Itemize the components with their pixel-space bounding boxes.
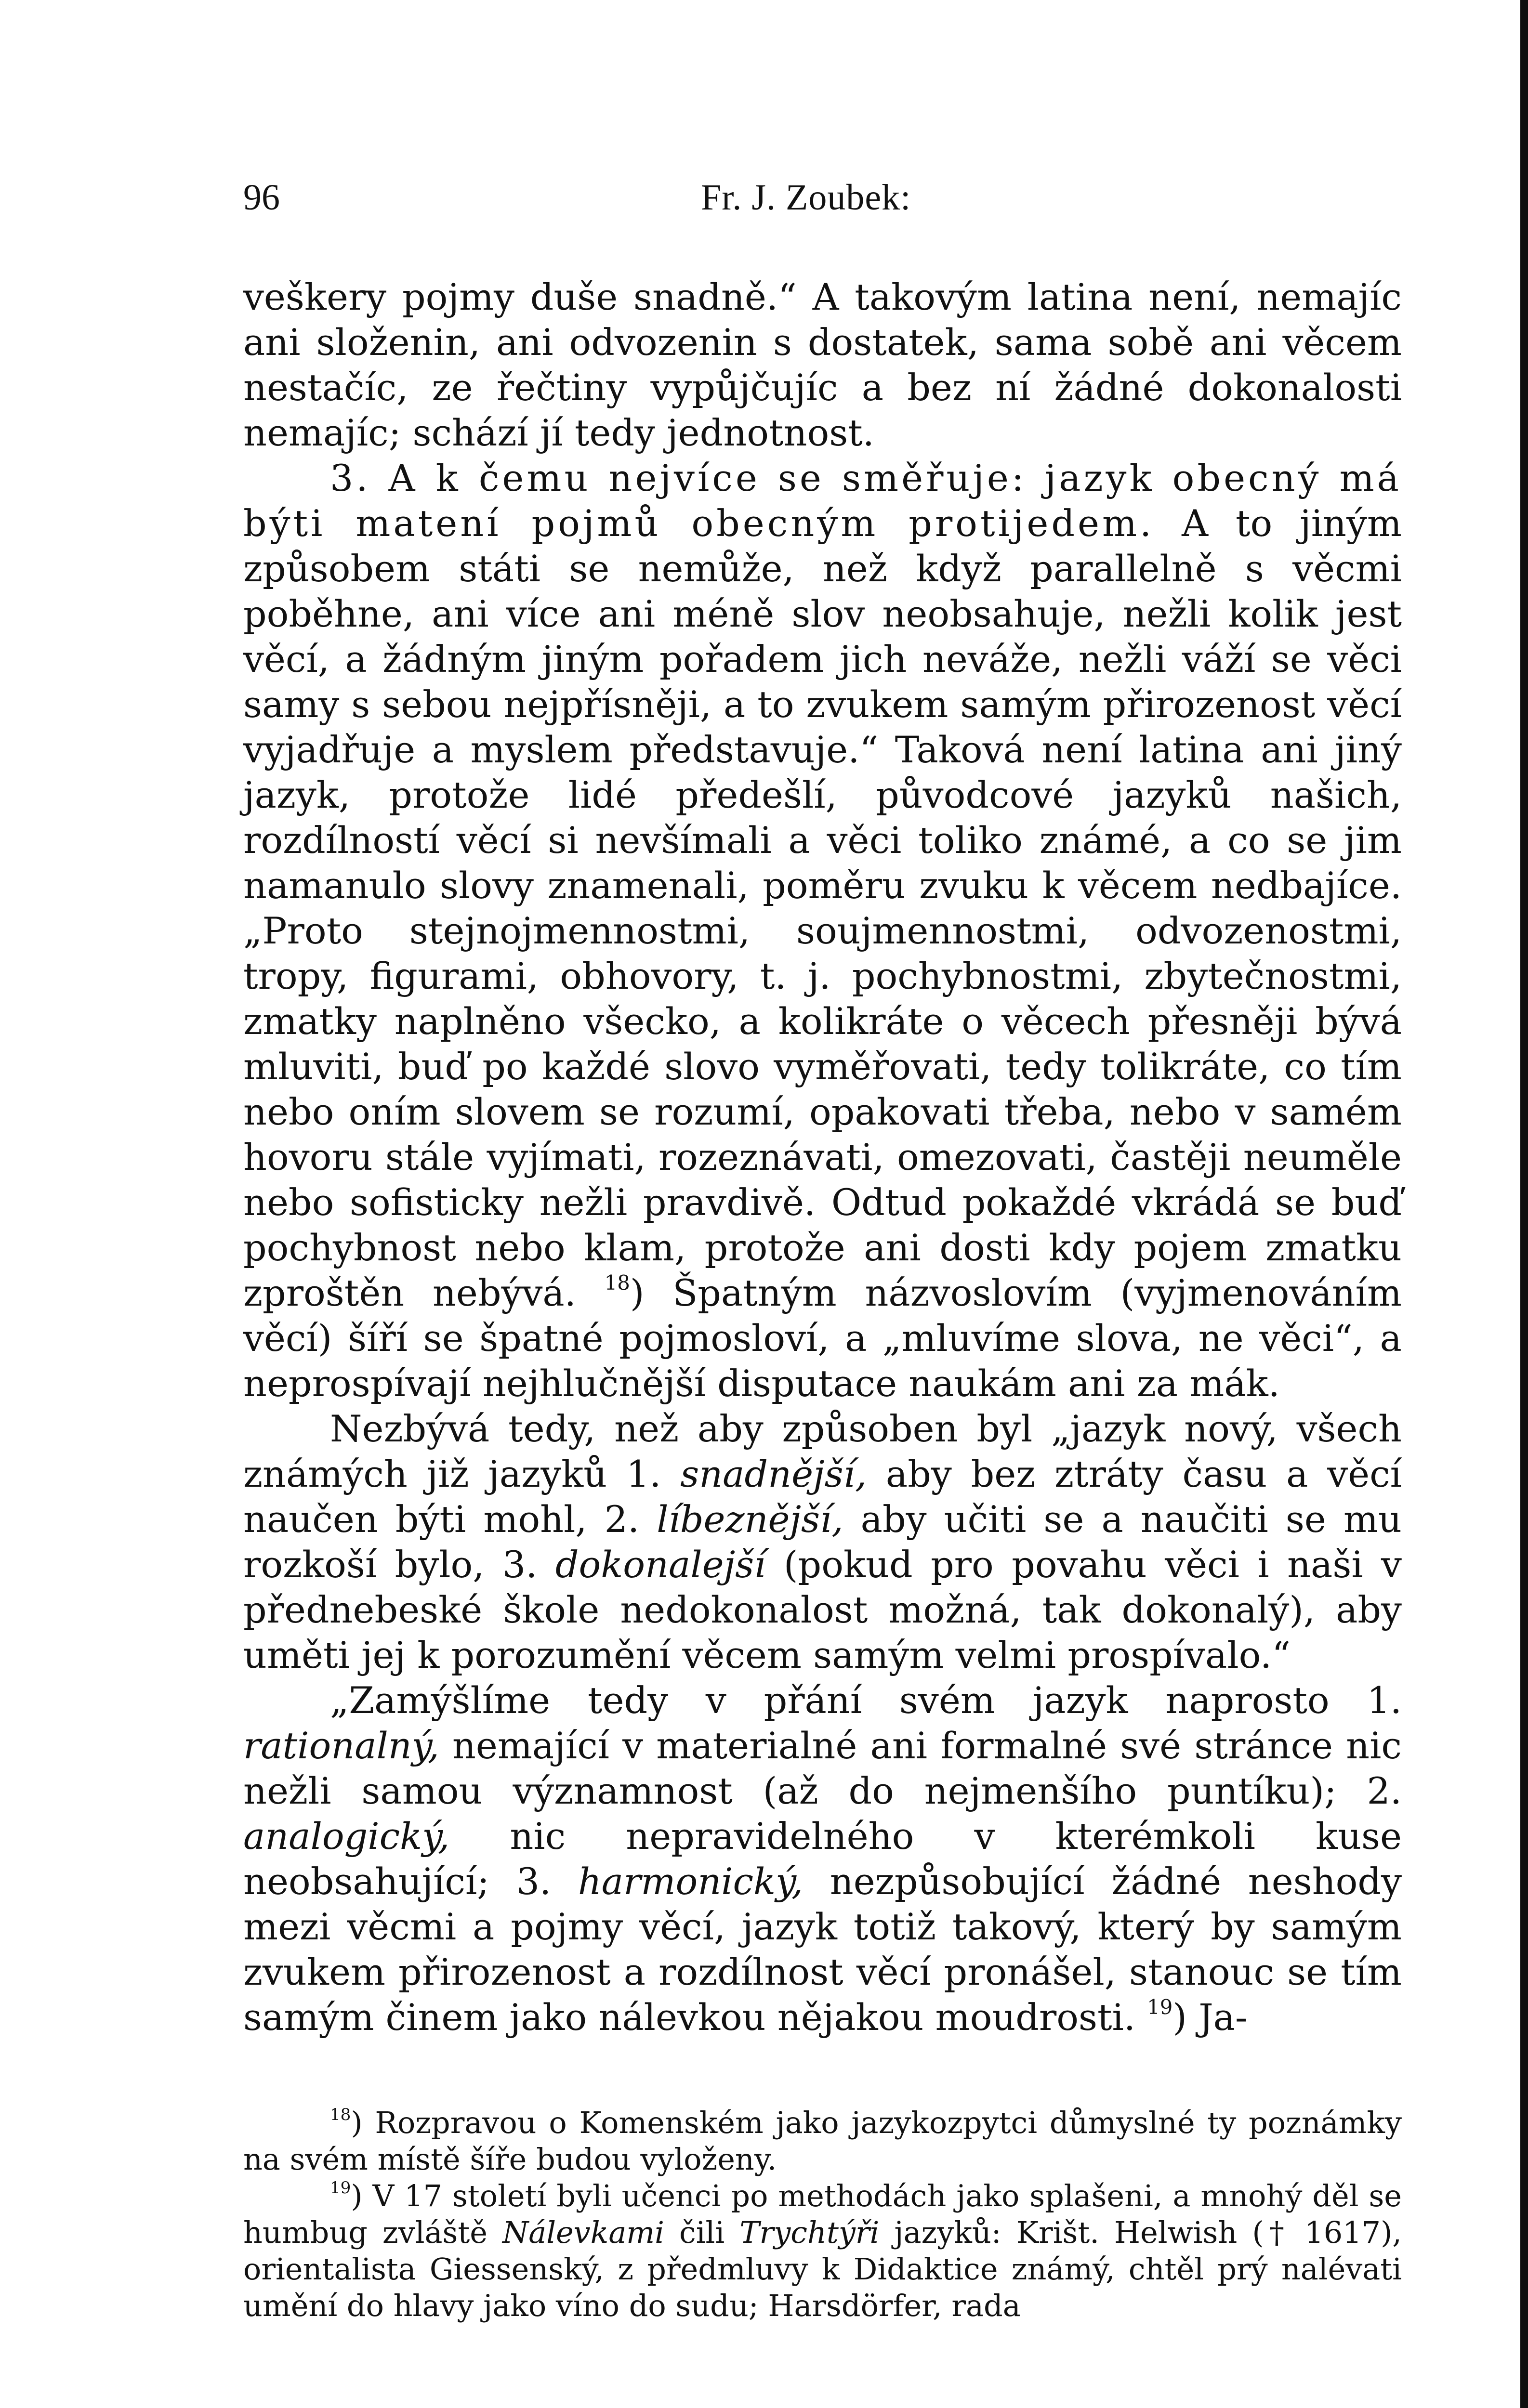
page-header <box>243 171 1423 224</box>
paragraph-3 <box>243 1406 1402 1678</box>
paragraph-2-lead: 3. A k čemu nejvíce se směřuje: jazyk obecný má býti matení pojmů obecným protijedem. <box>243 457 1402 545</box>
footnote-18-number: 18 <box>330 2105 351 2125</box>
footnote-19-emphasis-nalevkami: Nálevkami <box>502 2215 664 2250</box>
emphasis-snadnejsi: snadnější, <box>680 1453 867 1495</box>
page-number: 96 <box>243 177 280 218</box>
footnote-18 <box>243 2105 1402 2178</box>
footnote-19-emphasis-trychtyri: Trychtýři <box>739 2215 880 2250</box>
paragraph-2-text-a: A to jiným způsobem státi se nemůže, než když parallelně s věcmi poběhne, ani více ani méně slov neobsahuje, nežli kolik jest věcí, a žádným jiným pořadem jich neváže, nežli váží se věci samy s sebou nejpřísněji, a to zvukem samým přirozenost věcí vyjadřuje a myslem představuje.“ Taková není latina ani jiný jazyk, protože lidé předešlí, původcové jazyků našich, rozdílností věcí si nevšímali a věci toliko známé, a co se jim namanulo slovy znamenali, poměru zvuku k věcem nedbajíce. „Proto stejnojmennostmi, soujmennostmi, odvozenostmi, tropy, figurami, obhovory, t. j. pochybnostmi, zbytečnostmi, zmatky naplněno všecko, a kolikráte o věcech přesněji bývá mluviti, buď po každé slovo vyměřovati, tedy tolikráte, co tím nebo oním slovem se rozumí, opakovati třeba, nebo v samém hovoru stále vyjímati, rozeznávati, omezovati, častěji neuměle nebo sofisticky nežli pravdivě. Odtud pokaždé vkrádá se buď pochybnost nebo klam, protože ani dosti kdy pojem zmatku zproštěn nebývá. <box>243 502 1402 1314</box>
footnote-19-text-b: čili <box>664 2215 740 2250</box>
emphasis-dokonalejsi: dokonalejší <box>555 1543 766 1586</box>
footnote-ref-18: 18 <box>604 1271 630 1295</box>
footnote-19 <box>243 2178 1402 2324</box>
paragraph-4-text-e: ) Ja- <box>1172 1996 1248 2039</box>
paragraph-4-text-a: „Zamýšlíme tedy v přání svém jazyk naprosto 1. <box>330 1679 1402 1722</box>
running-title: Fr. J. Zoubek: <box>701 177 911 218</box>
footnote-18-text: ) Rozpravou o Komenském jako jazykozpytci důmyslné ty poznámky na svém místě šíře budou vyloženy. <box>243 2105 1402 2177</box>
footnote-ref-19: 19 <box>1147 1995 1173 2019</box>
page-edge-shadow <box>1520 0 1528 2408</box>
paragraph-1-text: veškery pojmy duše snadně.“ A takovým latina není, nemajíc ani složenin, ani odvozenin s dostatek, sama sobě ani věcem nestačíc, ze řečtiny vypůjčujíc a bez ní žádné dokonalosti nemajíc; schází jí tedy jednotnost. <box>243 275 1402 454</box>
main-text <box>243 275 1402 2040</box>
footnotes <box>243 2105 1402 2324</box>
footnote-19-text-c: jazyků: Krišt. Helwish († 1617), orientalista Giessenský, z předmluvy k Didaktice známý, chtěl prý nalévati umění do hlavy jako víno do sudu; Harsdörfer, rada <box>243 2215 1402 2323</box>
emphasis-libeznejsi: líbeznější, <box>657 1498 843 1541</box>
emphasis-harmonicky: harmonický, <box>578 1860 804 1903</box>
paragraph-4-text-b: nemající v materialné ani formalné své stránce nic nežli samou významnost (až do nejmenšího puntíku); 2. <box>243 1724 1402 1812</box>
paragraph-2-text-b: ) Špatným názvoslovím (vyjmenováním věcí) šíří se špatné pojmosloví, a „mluvíme slova, ne věci“, a neprospívají nejhlučnější disputace naukám ani za mák. <box>243 1271 1402 1405</box>
footnote-19-number: 19 <box>330 2178 351 2198</box>
emphasis-rationalny: rationalný, <box>243 1724 439 1767</box>
paragraph-3-text-b: aby bez ztráty času a věcí naučen býti mohl, 2. <box>243 1453 1402 1541</box>
footnote-19-text-a: ) V 17 století byli učenci po methodách jako splašeni, a mnohý děl se humbug zvláště <box>243 2178 1402 2250</box>
paragraph-3-text-c: aby učiti se a naučiti se mu rozkoší bylo, 3. <box>243 1498 1402 1586</box>
paragraph-1 <box>243 275 1402 456</box>
paragraph-4-text-d: nezpůsobující žádné neshody mezi věcmi a pojmy věcí, jazyk totiž takový, který by samým zvukem přirozenost a rozdílnost věcí pronášel, stanouc se tím samým činem jako nálevkou nějakou moudrosti. <box>243 1860 1402 2039</box>
paragraph-4 <box>243 1678 1402 2040</box>
paragraph-4-text-c: nic nepravidelného v kterémkoli kuse neobsahující; 3. <box>243 1815 1402 1903</box>
emphasis-analogicky: analogický, <box>243 1815 450 1858</box>
paragraph-2 <box>243 456 1402 1406</box>
paragraph-3-text-d: (pokud pro povahu věci i naši v přednebeské škole nedokonalost možná, tak dokonalý), aby uměti jej k porozumění věcem samým velmi prospívalo.“ <box>243 1543 1402 1676</box>
paragraph-3-text-a: Nezbývá tedy, než aby způsoben byl „jazyk nový, všech známých již jazyků 1. <box>243 1407 1402 1495</box>
